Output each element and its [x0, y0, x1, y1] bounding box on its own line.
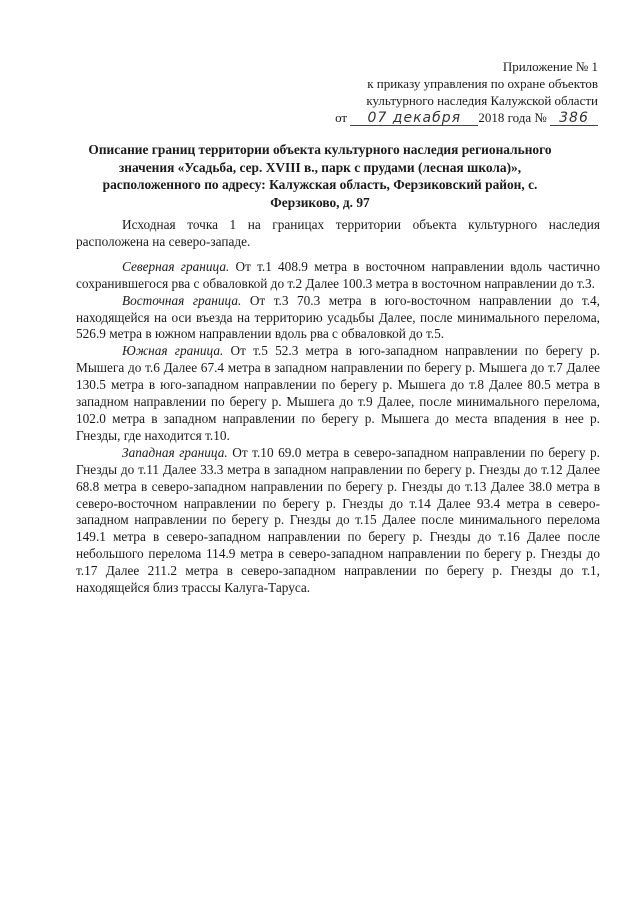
- south-boundary-paragraph: [76, 343, 600, 444]
- north-boundary-paragraph: [76, 259, 600, 293]
- appendix-authority: культурного наследия Калужской области: [366, 93, 598, 108]
- intro-paragraph: Исходная точка 1 на границах территории объекта культурного наследия расположена на северо-западе.: [76, 217, 600, 249]
- south-boundary-text: От т.5 52.3 метра в юго-западном направлении по берегу р. Мышега до т.6 Далее 67.4 метра в западном направлении по берегу р. Мышега до т.7 Далее 130.5 метра в юго-западном направлении по берегу р. Мышега до т.8 Далее 80.5 метра в западном направлении по берегу р. Мышега до т.9 Далее, после минимального перелома, 102.0 метра в западном направлении по берегу р. Мышега до места впадения в нее р. Гнезды, где находится т.10.: [76, 343, 601, 443]
- document-title: Описание границ территории объекта культурного наследия регионального значения «Усадьба, сер. XVIII в., парк с прудами (лесная школа)», расположенного по адресу: Калужская область, Ферзиковский район, с. Ферзиково, д. 97: [88, 142, 552, 210]
- west-boundary-text: От т.10 69.0 метра в северо-западном направлении по берегу р. Гнезды до т.11 Далее 33.3 метра в западном направлении по берегу р. Гнезды до т.12 Далее 68.8 метра в северо-западном направлении по берегу р. Гнезды до т.13 Далее 38.0 метра в северо-восточном направлении по берегу р. Гнезды до т.14 Далее 93.4 метра в северо-западном направлении по берегу р. Гнезды до т.15 Далее после минимального перелома 149.1 метра в северо-западном направлении по берегу р. Гнезды до т.16 Далее после небольшого перелома 114.9 метра в северо-западном направлении по берегу р. Гнезды до т.17 Далее 211.2 метра в северо-западном направлении по берегу р. Гнезды до т.1, находящейся близ трассы Калуга-Таруса.: [76, 444, 600, 596]
- handwritten-order-number: 386: [550, 112, 598, 126]
- appendix-date-line: [335, 109, 598, 126]
- north-boundary-text: От т.1 408.9 метра в восточном направлении вдоль частично сохранившегося рва с обваловкой до т.2 Далее 100.3 метра в восточном направлении до т.3.: [76, 258, 601, 291]
- appendix-order-ref: к приказу управления по охране объектов: [367, 76, 598, 91]
- west-boundary-paragraph: [76, 445, 600, 597]
- west-boundary-label: Западная граница.: [122, 444, 228, 460]
- east-boundary-text: От т.3 70.3 метра в юго-восточном направлении до т.4, находящейся на оси въезда на территорию усадьбы Далее, после минимального перелома, 526.9 метра в южном направлении вдоль рва с обваловкой до т.5.: [76, 292, 600, 342]
- document-body: [76, 217, 600, 597]
- appendix-header: [335, 58, 598, 126]
- appendix-number: Приложение № 1: [502, 59, 598, 74]
- from-label: от: [335, 110, 348, 125]
- handwritten-date: 07 декабря: [350, 112, 478, 126]
- south-boundary-label: Южная граница.: [122, 343, 224, 359]
- east-boundary-label: Восточная граница.: [122, 292, 242, 308]
- north-boundary-label: Северная граница.: [122, 258, 230, 274]
- year-text: 2018 года №: [478, 110, 547, 125]
- east-boundary-paragraph: [76, 293, 600, 344]
